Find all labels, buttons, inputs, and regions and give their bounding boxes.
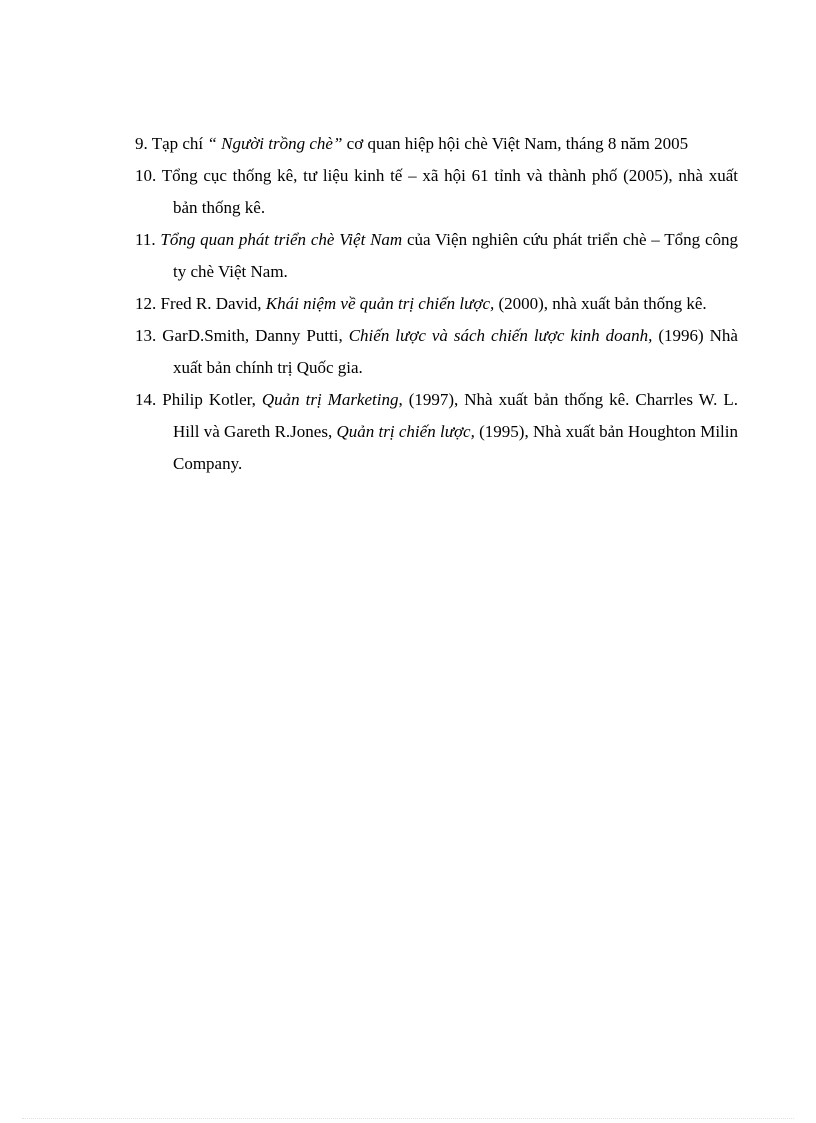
reference-14-text: (1995), Nhà xuất bản Houghton Milin Company. — [173, 422, 739, 473]
reference-9-text: cơ quan hiệp hội chè Việt Nam, tháng 8 năm 2005 — [342, 134, 689, 153]
reference-9-text: 9. Tạp chí — [135, 134, 208, 153]
reference-list — [135, 128, 738, 480]
reference-11-title: Tổng quan phát triển chè Việt Nam — [160, 230, 403, 249]
reference-item-14 — [135, 384, 738, 480]
reference-14-title: Quản trị Marketing — [261, 390, 399, 409]
reference-item-9 — [135, 128, 738, 160]
reference-13-title: Chiến lược và sách chiến lược kinh doanh, — [348, 326, 653, 345]
reference-item-12 — [135, 288, 738, 320]
reference-14-text: 14. Philip Kotler, — [135, 390, 262, 409]
reference-13-text: 13. GarD.Smith, Danny Putti, — [135, 326, 349, 345]
reference-14-title: Quản trị chiến lược, — [336, 422, 475, 441]
reference-item-10 — [135, 160, 738, 224]
reference-13-text: (1996) Nhà xuất bản chính trị Quốc gia. — [173, 326, 738, 377]
reference-12-title: Khái niệm về quản trị chiến lược, — [265, 294, 495, 313]
reference-12-text: 12. Fred R. David, — [135, 294, 266, 313]
reference-item-13 — [135, 320, 738, 384]
reference-10-text: 10. Tổng cục thống kê, tư liệu kinh tế – xã hội 61 tỉnh và thành phố (2005), nhà xuất bản thống kê. — [135, 166, 738, 217]
reference-11-text: của Viện nghiên cứu phát triển chè – Tổng công ty chè Việt Nam. — [173, 230, 738, 281]
page-bottom-divider — [22, 1118, 794, 1119]
reference-9-title: “ Người trồng chè” — [207, 134, 343, 153]
reference-12-text: (2000), nhà xuất bản thống kê. — [494, 294, 707, 313]
reference-14-text: , (1997), Nhà xuất bản thống kê. Charrles W. L. Hill và Gareth R.Jones, — [173, 390, 739, 441]
reference-11-text: 11. — [135, 230, 161, 249]
reference-item-11 — [135, 224, 738, 288]
